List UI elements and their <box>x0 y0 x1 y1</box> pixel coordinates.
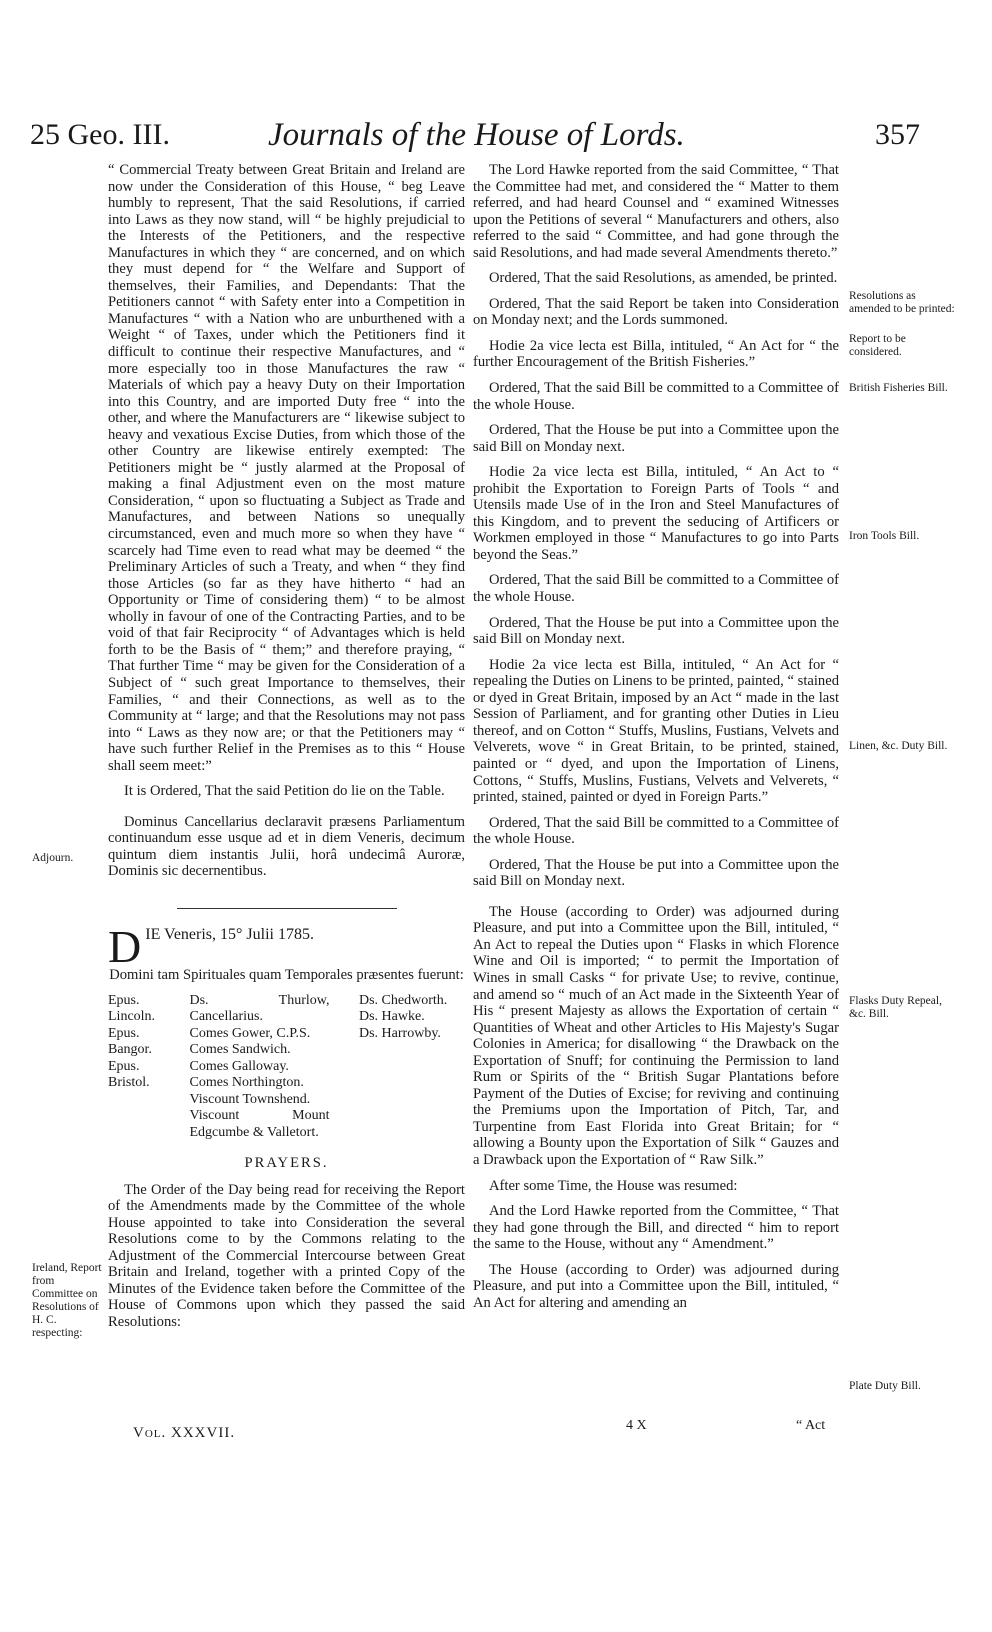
lord-entry: Epus. Bristol. <box>108 1058 150 1091</box>
margin-note-resolutions: Resolutions as amended to be printed: <box>849 290 955 315</box>
ordered-fisheries-committed: Ordered, That the said Bill be committed to a Committee of the whole House. <box>473 380 839 413</box>
prayers-heading: PRAYERS. <box>244 1155 329 1172</box>
sitting-date: IE Veneris, 15° Julii 1785. <box>145 925 314 943</box>
lord-entry: Viscount Mount Edgcumbe & Valletort. <box>189 1108 330 1140</box>
ordered-report-considered: Ordered, That the said Report be taken into Consideration on Monday next; and the Lords summoned. <box>473 295 839 329</box>
margin-note-report: Report to be considered. <box>849 333 906 358</box>
catchword: “ Act <box>796 1418 826 1433</box>
running-head-regnal-year: 25 Geo. III. <box>30 118 170 151</box>
lord-entry: Ds. Chedworth. <box>359 992 448 1008</box>
right-column <box>473 162 839 1320</box>
lord-entry: Epus. Lincoln. <box>108 992 156 1025</box>
adjournment-text: Dominus Cancellarius declaravit præsens Parliamentum continuandum esse usque ad et in diem Veneris, decimum quintum diem instantis Julii, horâ undecimâ Auroræ, Dominis sic decernentibus. <box>108 813 465 880</box>
lord-entry: Comes Northington. <box>189 1075 304 1091</box>
lord-entry: Comes Gower, C.P.S. <box>189 1025 311 1041</box>
hawke-report: The Lord Hawke reported from the said Committee, “ That the Committee had met, and considered the “ Matter to them referred, and had heard Counsel and “ examined Witnesses upon the Petitions of several “ Manufacturers and others, also referred to the said “ Committee, and had gone through the said Resolutions, and had made several Amendments thereto.” <box>473 162 839 261</box>
plate-bill-committee: The House (according to Order) was adjourned during Pleasure, and put into a Committee upon the Bill, intituled, “ An Act for altering and amending an <box>473 1261 839 1311</box>
fisheries-bill-reading: Hodie 2a vice lecta est Billa, intituled, “ An Act for “ the further Encouragement of the British Fisheries.” <box>473 337 839 371</box>
ordered-fisheries-committee-monday: Ordered, That the House be put into a Committee upon the said Bill on Monday next. <box>473 422 839 455</box>
lords-temporal-main <box>190 993 330 1142</box>
signature-mark: 4 X <box>626 1418 647 1433</box>
margin-note-ireland: Ireland, Report from Committee on Resolutions of H. C. respecting: <box>32 1262 102 1339</box>
lord-entry: Comes Sandwich. <box>189 1042 291 1058</box>
margin-note-adjourn: Adjourn. <box>32 852 74 864</box>
margin-note-iron-tools: Iron Tools Bill. <box>849 530 920 542</box>
section-divider <box>177 908 397 909</box>
ordered-linen-committee-monday: Ordered, That the House be put into a Committee upon the said Bill on Monday next. <box>473 856 839 890</box>
margin-note-fisheries: British Fisheries Bill. <box>849 382 948 394</box>
lords-spiritual <box>108 993 160 1142</box>
margin-note-plate: Plate Duty Bill. <box>849 1380 921 1392</box>
lord-entry: Viscount Townshend. <box>189 1091 311 1107</box>
lord-entry: Ds. Hawke. <box>359 1009 425 1025</box>
lord-entry: Comes Galloway. <box>189 1058 289 1074</box>
sitting-date-line <box>108 920 465 972</box>
lords-barons <box>359 993 459 1142</box>
lord-entry: Ds. Thurlow, Cancellarius. <box>189 992 330 1025</box>
volume-number: Vol. XXXVII. <box>133 1425 236 1441</box>
margin-note-flasks: Flasks Duty Repeal, &c. Bill. <box>849 995 942 1020</box>
drop-cap: D <box>108 920 142 972</box>
left-column <box>108 162 465 1339</box>
ordered-iron-committed: Ordered, That the said Bill be committed to a Committee of the whole House. <box>473 572 839 606</box>
hawke-report-flasks: And the Lord Hawke reported from the Committee, “ That they had gone through the Bill, and directed “ him to report the same to the House, without any “ Amendment.” <box>473 1203 839 1253</box>
page-number: 357 <box>875 118 920 151</box>
ordered-resolutions-printed: Ordered, That the said Resolutions, as amended, be printed. <box>489 270 838 287</box>
lords-present-list <box>108 993 465 1142</box>
lord-entry: Ds. Harrowby. <box>359 1025 441 1041</box>
ordered-iron-committee-monday: Ordered, That the House be put into a Committee upon the said Bill on Monday next. <box>473 614 839 648</box>
ordered-linen-committed: Ordered, That the said Bill be committed to a Committee of the whole House. <box>473 814 839 848</box>
ordered-petition-lie: It is Ordered, That the said Petition do lie on the Table. <box>124 783 445 800</box>
flasks-bill-committee: The House (according to Order) was adjourned during Pleasure, and put into a Committee upon the Bill, intituled, “ An Act to repeal the Duties upon “ Flasks in which Florence Wine and Oil is imported; “ to permit the Importation of Wines in small Casks “ for private Use; to revive, continue, and amend so “ much of an Act made in the Sixteenth Year of His “ present Majesty as allows the Exportation of certain “ Quantities of Wheat and other Articles to His Majesty's Sugar Colonies in America; for disallowing “ the Drawback on the Exportation of Snuff; for continuing the Permission to land Rum or Spirits of the “ British Sugar Plantations before Payment of the Duties of Excise; for reviving and continuing the Premiums upon the Importation of Pitch, Tar, and Turpentine from East Florida into Great Britain; for “ allowing a Bounty upon the Exportation of Silk “ Gauzes and a Drawback upon the Exportation of “ Raw Silk.” <box>473 903 839 1168</box>
margin-note-linen: Linen, &c. Duty Bill. <box>849 740 948 752</box>
linen-bill-reading: Hodie 2a vice lecta est Billa, intituled, “ An Act for “ repealing the Duties on Linens to be printed, painted, “ stained or dyed in Great Britain, imposed by an Act “ made in the last Session of Parliament, and for granting other Duties in Lieu thereof, and on Cotton “ Stuffs, Muslins, Fustians, Velvets and Velverets, wove “ in Great Britain, to be printed, stained, painted or “ dyed, and upon the Importation of Linens, Cottons, “ Stuffs, Muslins, Fustians, Velvets and Velverets, “ printed, stained, painted or dyed in Foreign Parts.” <box>473 656 839 806</box>
lords-present-heading: Domini tam Spirituales quam Temporales præsentes fuerunt: <box>109 966 464 983</box>
order-of-day-text: The Order of the Day being read for receiving the Report of the Amendments made by the Committee of the whole House appointed to take into Consideration the several Resolutions come to by the Commons relating to the Adjustment of the Commercial Intercourse between Great Britain and Ireland, together with a printed Copy of the Minutes of the Evidence taken before the Committee of the House of Commons upon which they passed the said Resolutions: <box>108 1181 465 1330</box>
running-head-title: Journals of the House of Lords. <box>268 117 685 153</box>
petition-text: “ Commercial Treaty between Great Britain and Ireland are now under the Consideration of this House, “ beg Leave humbly to represent, That the said Resolutions, if carried into Laws as they now stand, will “ be highly prejudicial to the Interests of the Petitioners, and the respective Manufactures in which they “ are concerned, and on which they must depend for “ the Welfare and Support of themselves, their Families, and Dependants: That the Petitioners cannot “ with Safety enter into a Competition in Manufactures “ with a Nation who are unburthened with a Weight “ of Taxes, under which the Petitioners find it difficult to continue their respective Manufactures, and “ more especially too in those Manufactures the raw “ Materials of which pay a heavy Duty on their Importation into this Country, and are imported Duty free “ into the other, and where the Manufacturers are “ likewise subject to heavy and vexatious Excise Duties, from which those of the other Country are likewise entirely exempted: The Petitioners might be “ justly alarmed at the Proposal of making a final Adjustment even on the most mature Consideration, “ upon so fluctuating a Subject as Trade and Manufactures, and between Nations so unequally circumstanced, even and much more so when they have “ scarcely had Time even to read what may be deemed “ the Preliminary Articles of such a Treaty, and when “ they find those Articles (so far as they have hitherto “ had an Opportunity or Time of considering them) “ to be almost wholly in favour of one of the Contracting Parties, and to be void of that fair Reciprocity “ of Advantages which is held forth to be the Basis of “ them;” and therefore praying, “ That further Time “ may be given for the Consideration of a Subject of “ such great Importance to themselves, their Families, “ and their Connections, as well as to the Community at “ large; and that the Resolutions may not pass into “ Laws as they now are; or that the Petitioners may “ have such further Relief in the Premises as to this “ House shall seem meet:” <box>108 162 465 774</box>
iron-tools-bill-reading: Hodie 2a vice lecta est Billa, intituled, “ An Act to “ prohibit the Exportation to Foreign Parts of Tools “ and Utensils made Use of in the Iron and Steel Manufactures of this Kingdom, and to prevent the seducing of Artificers or Workmen employed in those “ Manufactures to go into Parts beyond the Seas.” <box>473 464 839 563</box>
lord-entry: Epus. Bangor. <box>108 1025 152 1058</box>
house-resumed: After some Time, the House was resumed: <box>489 1177 738 1194</box>
